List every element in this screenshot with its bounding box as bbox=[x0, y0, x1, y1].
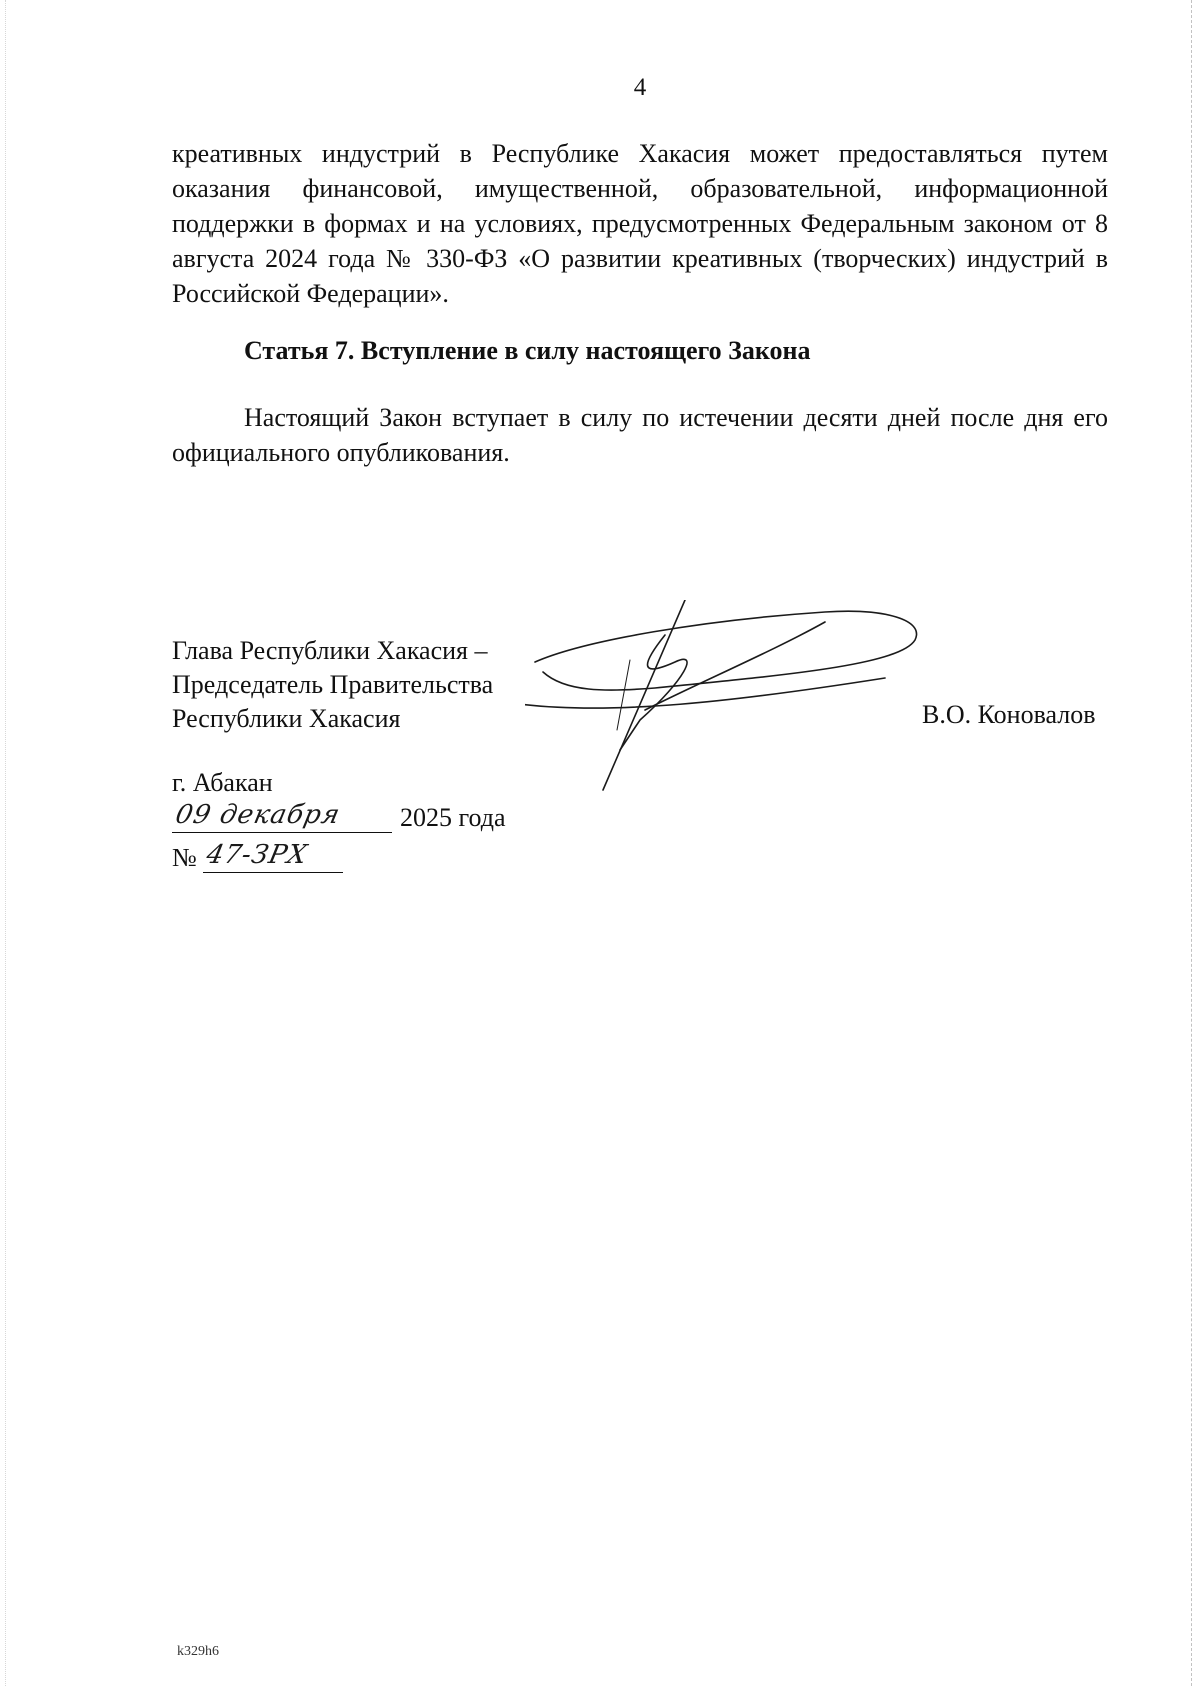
page-edge-left bbox=[5, 0, 6, 1686]
signatory-title-line-2: Председатель Правительства bbox=[172, 670, 494, 699]
signatory-title bbox=[172, 634, 493, 736]
place-of-signing: г. Абакан bbox=[172, 768, 273, 797]
article-heading: Статья 7. Вступление в силу настоящего Закона bbox=[244, 336, 811, 365]
handwritten-signature bbox=[525, 600, 945, 810]
continuation-paragraph: креативных индустрий в Республике Хакасия может предоставляться путем оказания финансовой, имущественной, образовательной, информационной поддержки в формах и на условиях, предусмотренных Федеральным законом от 8 августа 2024 года № 330-ФЗ «О развитии креативных (творческих) индустрий в Российской Федерации». bbox=[172, 139, 1108, 308]
date-row bbox=[172, 800, 506, 836]
number-sign: № bbox=[172, 843, 197, 872]
document-code: k329h6 bbox=[177, 1644, 219, 1659]
handwritten-date: 09 декабря bbox=[172, 800, 344, 830]
signer-name: В.О. Коновалов bbox=[922, 700, 1096, 729]
page-edge-right bbox=[1191, 0, 1192, 1686]
signatory-title-line-1: Глава Республики Хакасия – bbox=[172, 636, 488, 665]
law-number-row bbox=[172, 840, 343, 876]
number-field bbox=[203, 840, 343, 873]
signatory-title-line-3: Республики Хакасия bbox=[172, 704, 401, 733]
handwritten-law-number: 47-ЗРХ bbox=[203, 840, 311, 870]
article-paragraph: Настоящий Закон вступает в силу по истечении десяти дней после дня его официального опубликования. bbox=[172, 403, 1108, 467]
date-field bbox=[172, 800, 392, 833]
page-number: 4 bbox=[633, 74, 647, 101]
year-text: 2025 года bbox=[400, 803, 506, 832]
